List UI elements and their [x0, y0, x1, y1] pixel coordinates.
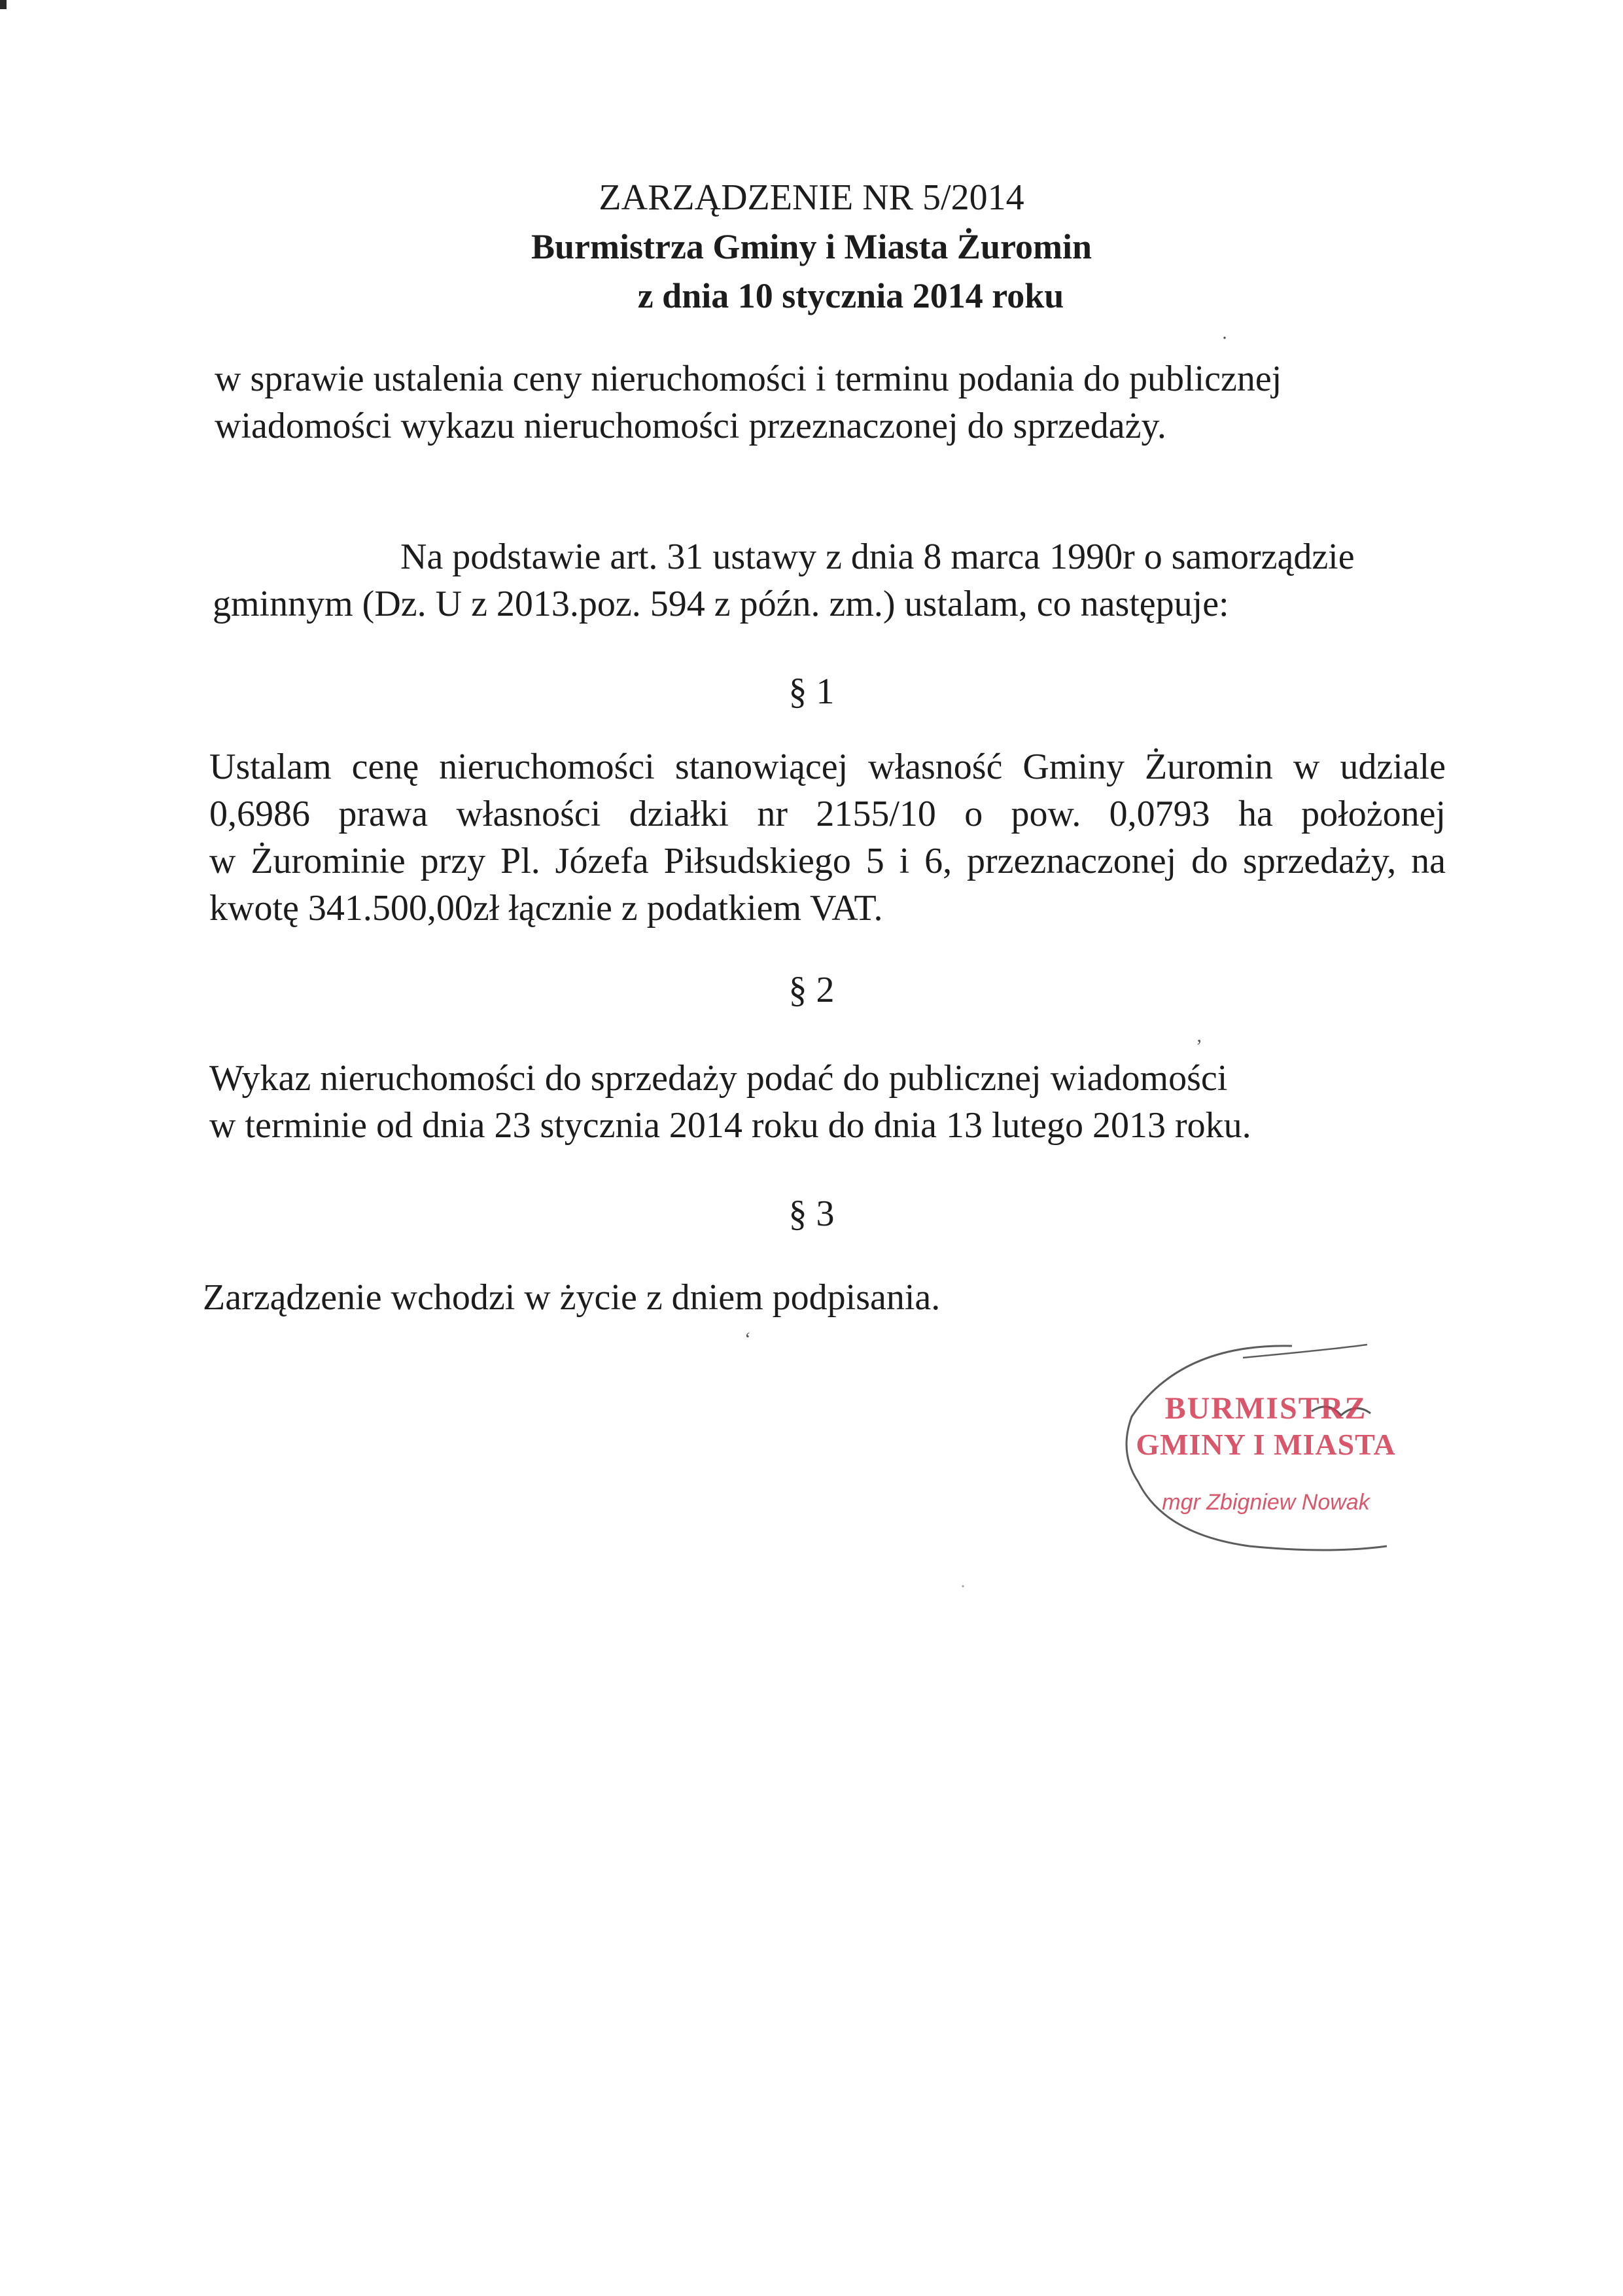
preamble-line-2: gminnym (Dz. U z 2013.poz. 594 z późn. zm.) ustalam, co następuje:	[213, 584, 1229, 624]
scan-speck: ʼ	[1196, 1036, 1202, 1057]
document-issuer: Burmistrza Gminy i Miasta Żuromin	[531, 227, 1092, 266]
section-2-line-2: w terminie od dnia 23 stycznia 2014 roku do dnia 13 lutego 2013 roku.	[209, 1105, 1251, 1146]
section-1-line-4: kwotę 341.500,00zł łącznie z podatkiem VAT.	[209, 888, 883, 928]
document-title: ZARZĄDZENIE NR 5/2014	[599, 177, 1024, 218]
section-1-heading: § 1	[788, 671, 835, 712]
section-2-heading: § 2	[788, 970, 835, 1010]
stamp-name: mgr Zbigniew Nowak	[1162, 1490, 1370, 1515]
stamp-subtitle: GMINY I MIASTA	[1136, 1428, 1396, 1461]
stamp-title: BURMISTRZ	[1164, 1391, 1367, 1426]
section-1-line-3: w Żurominie przy Pl. Józefa Piłsudskiego 5 i 6, przeznaczonej do sprzedaży, na	[209, 841, 1446, 881]
document-date: z dnia 10 stycznia 2014 roku	[637, 276, 1064, 315]
section-1-line-2: 0,6986 prawa własności działki nr 2155/10 o pow. 0,0793 ha położonej	[209, 794, 1446, 834]
preamble-line-1: Na podstawie art. 31 ustawy z dnia 8 marca 1990r o samorządzie	[400, 537, 1355, 577]
section-1-line-1: Ustalam cenę nieruchomości stanowiącej własność Gminy Żuromin w udziale	[209, 747, 1446, 787]
subject-line-2: wiadomości wykazu nieruchomości przeznaczonej do sprzedaży.	[215, 406, 1166, 446]
section-1-body	[209, 743, 1446, 932]
section-2-line-1: Wykaz nieruchomości do sprzedaży podać do publicznej wiadomości	[209, 1058, 1228, 1099]
scan-speck: ·	[960, 1576, 966, 1597]
scan-speck: ʻ	[744, 1328, 751, 1350]
scan-corner-mark	[0, 0, 7, 9]
subject-line-1: w sprawie ustalenia ceny nieruchomości i terminu podania do publicznej	[215, 359, 1282, 399]
scan-speck: ·	[1221, 327, 1228, 349]
official-stamp	[1112, 1338, 1420, 1567]
section-3-line-1: Zarządzenie wchodzi w życie z dniem podpisania.	[203, 1277, 941, 1318]
section-3-heading: § 3	[788, 1193, 835, 1234]
